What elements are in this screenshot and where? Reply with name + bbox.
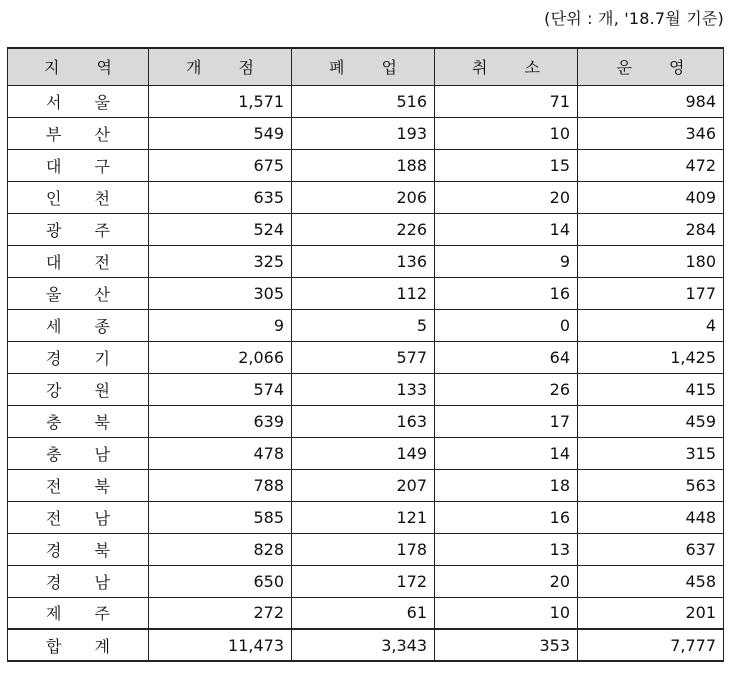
table-row xyxy=(8,501,724,533)
closed-count-cell: 206 xyxy=(292,181,435,213)
operating-count-cell: 177 xyxy=(578,277,724,309)
table-row xyxy=(8,245,724,277)
open-count-cell: 325 xyxy=(149,245,292,277)
open-count-cell: 524 xyxy=(149,213,292,245)
operating-count-cell: 180 xyxy=(578,245,724,277)
closed-count-cell: 136 xyxy=(292,245,435,277)
total-label-cell: 합 계 xyxy=(8,629,149,661)
table-row xyxy=(8,341,724,373)
region-cell: 충 북 xyxy=(8,405,149,437)
open-count-cell: 549 xyxy=(149,117,292,149)
cancelled-count-cell: 20 xyxy=(435,565,578,597)
table-row xyxy=(8,373,724,405)
cancelled-count-cell: 16 xyxy=(435,277,578,309)
closed-count-cell: 61 xyxy=(292,597,435,629)
table-row xyxy=(8,149,724,181)
operating-count-cell: 1,425 xyxy=(578,341,724,373)
table-header-row xyxy=(8,48,724,85)
closed-count-cell: 149 xyxy=(292,437,435,469)
operating-count-cell: 415 xyxy=(578,373,724,405)
open-count-cell: 574 xyxy=(149,373,292,405)
operating-count-cell: 563 xyxy=(578,469,724,501)
table-row xyxy=(8,597,724,629)
table-row xyxy=(8,437,724,469)
closed-count-cell: 516 xyxy=(292,85,435,117)
open-count-cell: 650 xyxy=(149,565,292,597)
cancelled-count-cell: 20 xyxy=(435,181,578,213)
region-cell: 강 원 xyxy=(8,373,149,405)
cancelled-count-cell: 64 xyxy=(435,341,578,373)
region-cell: 경 북 xyxy=(8,533,149,565)
operating-count-cell: 637 xyxy=(578,533,724,565)
open-count-cell: 675 xyxy=(149,149,292,181)
cancelled-count-cell: 17 xyxy=(435,405,578,437)
closed-count-cell: 133 xyxy=(292,373,435,405)
operating-count-cell: 201 xyxy=(578,597,724,629)
open-count-cell: 788 xyxy=(149,469,292,501)
table-row xyxy=(8,181,724,213)
region-cell: 부 산 xyxy=(8,117,149,149)
open-count-cell: 585 xyxy=(149,501,292,533)
open-count-cell: 305 xyxy=(149,277,292,309)
region-cell: 전 북 xyxy=(8,469,149,501)
table-row xyxy=(8,213,724,245)
operating-count-cell: 472 xyxy=(578,149,724,181)
cancelled-count-cell: 71 xyxy=(435,85,578,117)
open-count-cell: 1,571 xyxy=(149,85,292,117)
open-count-cell: 478 xyxy=(149,437,292,469)
total-open-cell: 11,473 xyxy=(149,629,292,661)
total-closed-cell: 3,343 xyxy=(292,629,435,661)
closed-count-cell: 5 xyxy=(292,309,435,341)
region-cell: 전 남 xyxy=(8,501,149,533)
column-header-region: 지 역 xyxy=(8,48,149,85)
table-row xyxy=(8,309,724,341)
region-cell: 울 산 xyxy=(8,277,149,309)
total-row xyxy=(8,629,724,661)
table-row xyxy=(8,565,724,597)
cancelled-count-cell: 10 xyxy=(435,597,578,629)
operating-count-cell: 346 xyxy=(578,117,724,149)
open-count-cell: 639 xyxy=(149,405,292,437)
region-cell: 서 울 xyxy=(8,85,149,117)
cancelled-count-cell: 15 xyxy=(435,149,578,181)
cancelled-count-cell: 0 xyxy=(435,309,578,341)
table-row xyxy=(8,533,724,565)
closed-count-cell: 226 xyxy=(292,213,435,245)
region-cell: 대 전 xyxy=(8,245,149,277)
region-cell: 대 구 xyxy=(8,149,149,181)
cancelled-count-cell: 18 xyxy=(435,469,578,501)
operating-count-cell: 458 xyxy=(578,565,724,597)
unit-note: (단위 : 개, '18.7월 기준) xyxy=(544,9,724,28)
closed-count-cell: 207 xyxy=(292,469,435,501)
region-cell: 충 남 xyxy=(8,437,149,469)
open-count-cell: 635 xyxy=(149,181,292,213)
operating-count-cell: 459 xyxy=(578,405,724,437)
operating-count-cell: 4 xyxy=(578,309,724,341)
region-cell: 경 남 xyxy=(8,565,149,597)
cancelled-count-cell: 26 xyxy=(435,373,578,405)
region-cell: 세 종 xyxy=(8,309,149,341)
cancelled-count-cell: 14 xyxy=(435,437,578,469)
column-header-cancelled: 취 소 xyxy=(435,48,578,85)
column-header-open: 개 점 xyxy=(149,48,292,85)
table-row xyxy=(8,277,724,309)
column-header-operating: 운 영 xyxy=(578,48,724,85)
open-count-cell: 828 xyxy=(149,533,292,565)
cancelled-count-cell: 13 xyxy=(435,533,578,565)
region-stats-table xyxy=(7,47,724,662)
cancelled-count-cell: 10 xyxy=(435,117,578,149)
closed-count-cell: 188 xyxy=(292,149,435,181)
operating-count-cell: 315 xyxy=(578,437,724,469)
region-cell: 광 주 xyxy=(8,213,149,245)
table-row xyxy=(8,469,724,501)
total-cancelled-cell: 353 xyxy=(435,629,578,661)
table-body xyxy=(8,85,724,661)
table-row xyxy=(8,405,724,437)
open-count-cell: 272 xyxy=(149,597,292,629)
table-row xyxy=(8,117,724,149)
region-cell: 인 천 xyxy=(8,181,149,213)
operating-count-cell: 984 xyxy=(578,85,724,117)
region-cell: 제 주 xyxy=(8,597,149,629)
closed-count-cell: 112 xyxy=(292,277,435,309)
column-header-closed: 폐 업 xyxy=(292,48,435,85)
closed-count-cell: 193 xyxy=(292,117,435,149)
region-cell: 경 기 xyxy=(8,341,149,373)
open-count-cell: 2,066 xyxy=(149,341,292,373)
cancelled-count-cell: 9 xyxy=(435,245,578,277)
closed-count-cell: 577 xyxy=(292,341,435,373)
closed-count-cell: 163 xyxy=(292,405,435,437)
table-row xyxy=(8,85,724,117)
operating-count-cell: 409 xyxy=(578,181,724,213)
closed-count-cell: 178 xyxy=(292,533,435,565)
total-operating-cell: 7,777 xyxy=(578,629,724,661)
operating-count-cell: 448 xyxy=(578,501,724,533)
closed-count-cell: 121 xyxy=(292,501,435,533)
operating-count-cell: 284 xyxy=(578,213,724,245)
cancelled-count-cell: 16 xyxy=(435,501,578,533)
closed-count-cell: 172 xyxy=(292,565,435,597)
cancelled-count-cell: 14 xyxy=(435,213,578,245)
open-count-cell: 9 xyxy=(149,309,292,341)
